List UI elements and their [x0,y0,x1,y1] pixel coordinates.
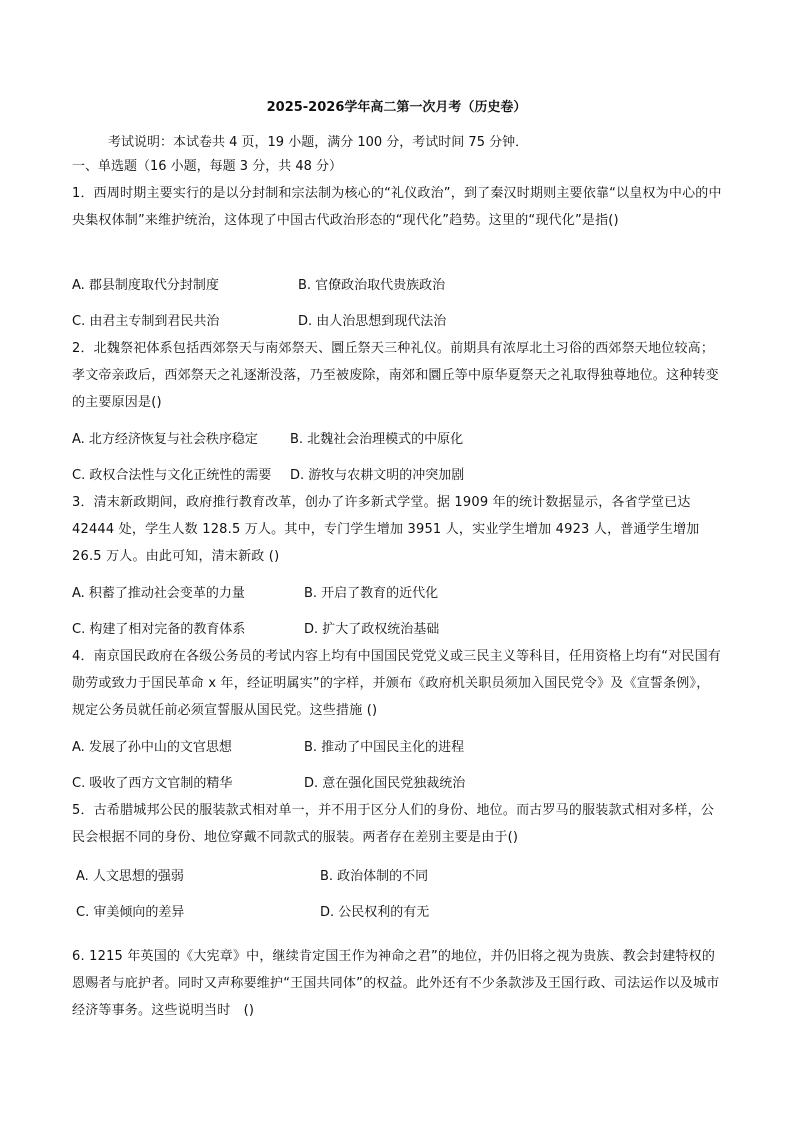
question-4-option-a[interactable]: A. 发展了孙中山的文官思想 [72,740,232,755]
question-3-option-a[interactable]: A. 积蓄了推动社会变革的力量 [72,586,245,601]
question-1-option-c[interactable]: C. 由君主专制到君民共治 [72,314,220,329]
question-2-stem: 2．北魏祭祀体系包括西郊祭天与南郊祭天、圜丘祭天三种礼仪。前期具有浓厚北土习俗的西郊祭天地位较高；孝文帝亲政后，西郊祭天之礼逐渐没落，乃至被废除，南郊和圜丘等中原华夏祭天之礼取得独尊地位。这种转变的主要原因是() [72,341,719,410]
question-4-option-b[interactable]: B. 推动了中国民主化的进程 [304,740,465,755]
question-5-option-b[interactable]: B. 政治体制的不同 [320,869,429,884]
question-2-option-c[interactable]: C. 政权合法性与文化正统性的需要 [72,468,272,483]
question-3-option-b[interactable]: B. 开启了教育的近代化 [304,586,439,601]
question-2-option-d[interactable]: D. 游牧与农耕文明的冲突加剧 [290,468,465,483]
exam-instructions: 考试说明：本试卷共 4 页，19 小题，满分 100 分，考试时间 75 分钟． [108,135,529,150]
question-5-option-c[interactable]: C. 审美倾向的差异 [76,905,185,920]
question-1-option-d[interactable]: D. 由人治思想到现代法治 [298,314,447,329]
question-2-option-b[interactable]: B. 北魏社会治理模式的中原化 [290,432,464,447]
question-3-option-d[interactable]: D. 扩大了政权统治基础 [304,622,440,637]
question-5-option-a[interactable]: A. 人文思想的强弱 [76,869,184,884]
question-1-option-a[interactable]: A. 郡县制度取代分封制度 [72,278,219,293]
question-3-option-c[interactable]: C. 构建了相对完备的教育体系 [72,622,246,637]
question-4-stem: 4．南京国民政府在各级公务员的考试内容上均有中国国民党党义或三民主义等科目，任用资格上均有“对民国有勋劳或致力于国民革命 x 年，经证明属实”的字样，并颁布《政府机关职员须加入国民党令》及《宣誓条例》，规定公务员就任前必须宣誓服从国民党。这些措施 () [72,649,722,718]
page-title: 2025-2026学年高二第一次月考（历史卷） [266,100,527,115]
question-3-stem: 3．清末新政期间，政府推行教育改革，创办了许多新式学堂。据 1909 年的统计数据显示，各省学堂已达 42444 处，学生人数 128.5 万人。其中，专门学生增加 3951 人，实业学生增加 4923 人，普通学生增加 26.5 万人。由此可知，清末新政 () [72,495,700,564]
question-1-option-b[interactable]: B. 官僚政治取代贵族政治 [298,278,446,293]
question-5-stem: 5．古希腊城邦公民的服装款式相对单一，并不用于区分人们的身份、地位。而古罗马的服装款式相对多样，公民会根据不同的身份、地位穿戴不同款式的服装。两者存在差别主要是由于() [72,803,715,845]
question-6-stem: 6. 1215 年英国的《大宪章》中，继续肯定国王作为神命之君”的地位，并仍旧将之视为贵族、教会封建特权的恩赐者与庇护者。同时又声称要维护“王国共同体”的权益。此外还有不少条款涉及王国行政、司法运作以及城市经济等事务。这些说明当时 () [72,949,720,1018]
question-4-option-d[interactable]: D. 意在强化国民党独裁统治 [304,776,466,791]
question-5-option-d[interactable]: D. 公民权利的有无 [320,905,430,920]
section-header: 一、单选题（16 小题，每题 3 分，共 48 分） [72,159,343,174]
question-1-stem: 1．西周时期主要实行的是以分封制和宗法制为核心的“礼仪政治”，到了秦汉时期则主要依靠“以皇权为中心的中央集权体制”来维护统治，这体现了中国古代政治形态的“现代化”趋势。这里的“现代化”是指() [72,186,722,228]
question-2-option-a[interactable]: A. 北方经济恢复与社会秩序稳定 [72,432,258,447]
question-4-option-c[interactable]: C. 吸收了西方文官制的精华 [72,776,233,791]
